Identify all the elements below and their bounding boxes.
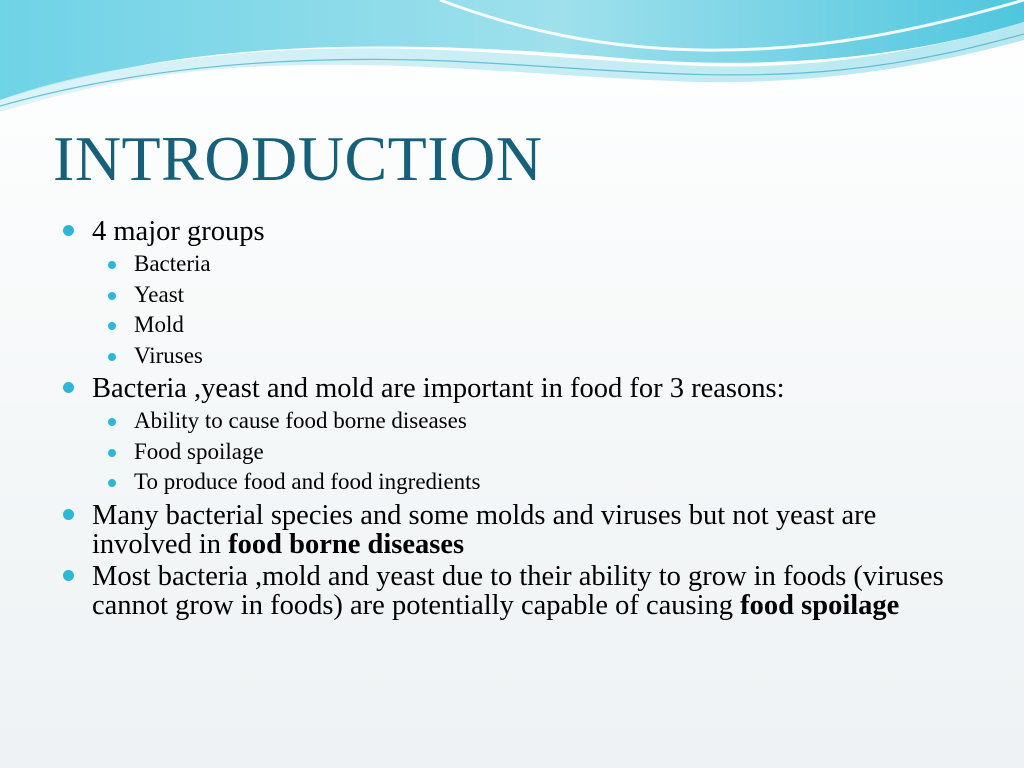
sub-bullet-dot-icon <box>108 449 116 457</box>
bullet-text: Many bacterial species and some molds and viruses but not yeast are involved in <box>92 499 877 560</box>
sub-bullet-item <box>92 310 982 341</box>
sub-bullet-list <box>92 249 982 371</box>
sub-bullet-item <box>92 280 982 311</box>
bullet-bold-text: food spoilage <box>740 589 900 621</box>
sub-bullet-text: Bacteria <box>134 251 211 276</box>
sub-bullet-item <box>92 406 982 437</box>
sub-bullet-text: Mold <box>134 312 184 337</box>
sub-bullet-item <box>92 249 982 280</box>
bullet-bold-text: food borne diseases <box>228 528 465 560</box>
bullet-dot-icon <box>63 225 74 236</box>
sub-bullet-item <box>92 341 982 372</box>
bullet-text: 4 major groups <box>92 216 265 247</box>
bullet-dot-icon <box>63 509 74 520</box>
sub-bullet-dot-icon <box>108 479 116 487</box>
sub-bullet-text: Ability to cause food borne diseases <box>134 408 467 433</box>
sub-bullet-dot-icon <box>108 418 116 426</box>
sub-bullet-dot-icon <box>108 261 116 269</box>
bullet-food-borne-diseases <box>62 501 982 559</box>
sub-bullet-item <box>92 437 982 468</box>
sub-bullet-item <box>92 467 982 498</box>
bullet-list <box>62 217 982 623</box>
bullet-three-reasons <box>62 374 982 498</box>
sub-bullet-text: Yeast <box>134 281 185 307</box>
sub-bullet-text: Viruses <box>134 342 203 368</box>
sub-bullet-text: Food spoilage <box>134 438 264 464</box>
bullet-dot-icon <box>63 570 74 581</box>
bullet-major-groups <box>62 217 982 371</box>
slide-title: INTRODUCTION <box>53 123 543 194</box>
header-wave-decoration <box>0 0 1024 120</box>
bullet-dot-icon <box>63 382 74 393</box>
sub-bullet-dot-icon <box>108 292 116 300</box>
sub-bullet-dot-icon <box>108 353 116 361</box>
bullet-food-spoilage <box>62 562 982 620</box>
sub-bullet-text: To produce food and food ingredients <box>134 469 481 494</box>
bullet-text: Most bacteria ,mold and yeast due to their ability to grow in foods (viruses cannot grow in foods) are potentially capable of causing <box>92 560 944 621</box>
bullet-text: Bacteria ,yeast and mold are important in food for 3 reasons: <box>92 373 785 404</box>
sub-bullet-dot-icon <box>108 322 116 330</box>
sub-bullet-list <box>92 406 982 498</box>
